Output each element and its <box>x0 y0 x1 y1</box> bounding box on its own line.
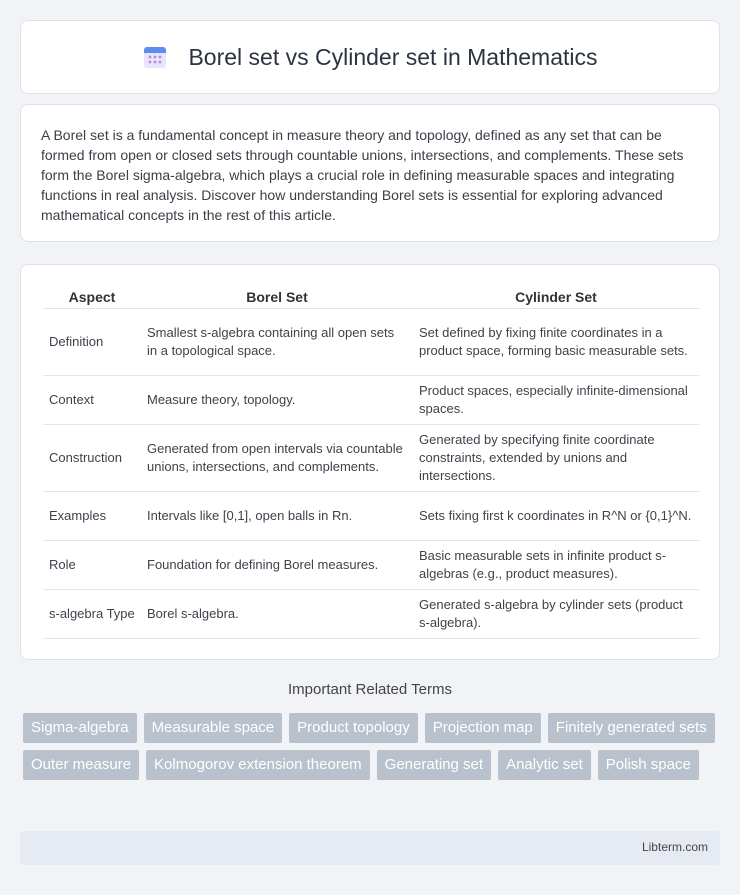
row-borel: Intervals like [0,1], open balls in Rn. <box>141 492 413 541</box>
comparison-table <box>43 285 699 639</box>
row-borel: Borel s-algebra. <box>141 590 413 639</box>
table-row <box>43 541 699 590</box>
table-header-row <box>43 285 699 309</box>
row-aspect: Examples <box>43 492 141 541</box>
term-tag[interactable]: Projection map <box>425 713 541 743</box>
row-borel: Foundation for defining Borel measures. <box>141 541 413 590</box>
row-cylinder: Product spaces, especially infinite-dimensional spaces. <box>413 376 699 425</box>
term-tag[interactable]: Kolmogorov extension theorem <box>146 750 370 780</box>
comparison-table-card <box>20 264 720 660</box>
row-aspect: Context <box>43 376 141 425</box>
header-cylinder-set: Cylinder Set <box>413 285 699 309</box>
term-tag[interactable]: Finitely generated sets <box>548 713 715 743</box>
row-cylinder: Basic measurable sets in infinite product s-algebras (e.g., product measures). <box>413 541 699 590</box>
row-borel: Generated from open intervals via countable unions, intersections, and complements. <box>141 425 413 492</box>
row-aspect: Definition <box>43 309 141 376</box>
table-row <box>43 425 699 492</box>
header-card <box>20 20 720 94</box>
table-row <box>43 309 699 376</box>
related-terms-list <box>23 713 723 780</box>
footer-site-link[interactable]: Libterm.com <box>641 840 708 854</box>
term-tag[interactable]: Polish space <box>598 750 699 780</box>
row-cylinder: Set defined by fixing finite coordinates in a product space, forming basic measurable sets. <box>413 309 699 376</box>
header-aspect: Aspect <box>43 285 141 309</box>
term-tag[interactable]: Sigma-algebra <box>23 713 137 743</box>
calendar-icon <box>142 44 168 70</box>
page-title: Borel set vs Cylinder set in Mathematics <box>188 43 598 70</box>
related-terms-title: Important Related Terms <box>288 681 452 698</box>
table-row <box>43 590 699 639</box>
table-row <box>43 376 699 425</box>
term-tag[interactable]: Product topology <box>289 713 418 743</box>
term-tag[interactable]: Outer measure <box>23 750 139 780</box>
row-cylinder: Sets fixing first k coordinates in R^N or {0,1}^N. <box>413 492 699 541</box>
footer <box>20 831 720 865</box>
row-cylinder: Generated s-algebra by cylinder sets (product s-algebra). <box>413 590 699 639</box>
row-aspect: Construction <box>43 425 141 492</box>
intro-text: A Borel set is a fundamental concept in measure theory and topology, defined as any set that can be formed from open or closed sets through countable unions, intersections, and complements. These sets form the Borel sigma-algebra, which plays a crucial role in defining measurable spaces and integrating functions in real analysis. Discover how understanding Borel sets is essential for exploring advanced mathematical concepts in the rest of this article. <box>41 127 684 223</box>
term-tag[interactable]: Generating set <box>377 750 491 780</box>
table-row <box>43 492 699 541</box>
intro-card <box>20 104 720 242</box>
header-borel-set: Borel Set <box>141 285 413 309</box>
row-cylinder: Generated by specifying finite coordinate constraints, extended by unions and intersections. <box>413 425 699 492</box>
term-tag[interactable]: Measurable space <box>144 713 283 743</box>
row-aspect: s-algebra Type <box>43 590 141 639</box>
row-borel: Smallest s-algebra containing all open sets in a topological space. <box>141 309 413 376</box>
term-tag[interactable]: Analytic set <box>498 750 591 780</box>
row-borel: Measure theory, topology. <box>141 376 413 425</box>
row-aspect: Role <box>43 541 141 590</box>
